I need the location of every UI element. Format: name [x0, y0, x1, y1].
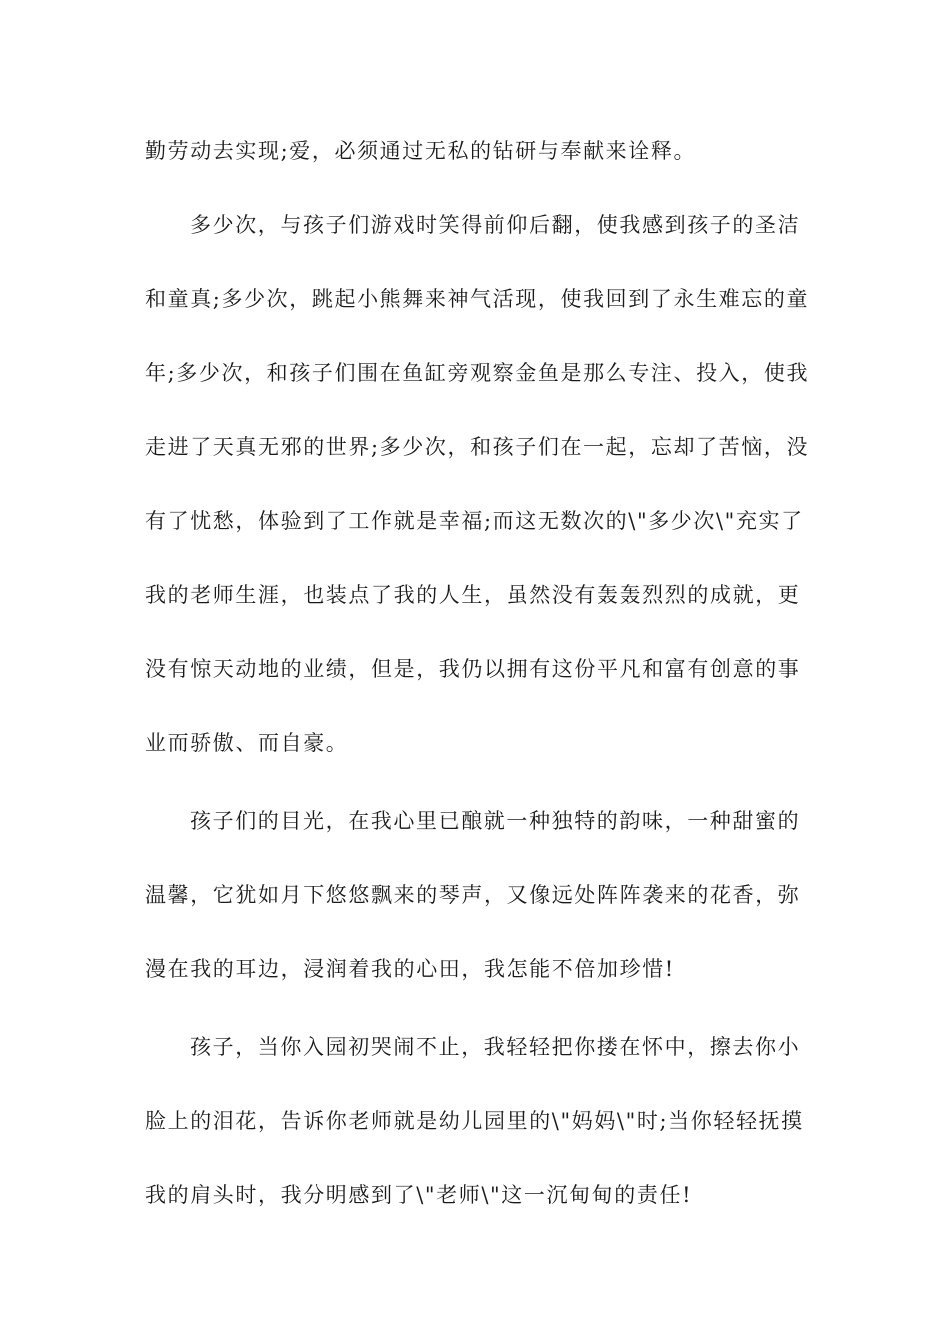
- text-line: 和童真;多少次，跳起小熊舞来神气活现，使我回到了永生难忘的童: [145, 287, 810, 311]
- text-line: 多少次，与孩子们游戏时笑得前仰后翻，使我感到孩子的圣洁: [190, 213, 801, 237]
- text-line: 漫在我的耳边，浸润着我的心田，我怎能不倍加珍惜!: [145, 957, 675, 981]
- text-line: 孩子，当你入园初哭闹不止，我轻轻把你搂在怀中，擦去你小: [190, 1035, 801, 1059]
- text-line: 年;多少次，和孩子们围在鱼缸旁观察金鱼是那么专注、投入，使我: [145, 361, 810, 385]
- text-line: 走进了天真无邪的世界;多少次，和孩子们在一起，忘却了苦恼，没: [145, 435, 810, 459]
- text-line: 脸上的泪花，告诉你老师就是幼儿园里的\"妈妈\"时;当你轻轻抚摸: [145, 1109, 804, 1133]
- text-line: 我的肩头时，我分明感到了\"老师\"这一沉甸甸的责任!: [145, 1183, 693, 1207]
- text-line: 我的老师生涯，也装点了我的人生，虽然没有轰轰烈烈的成就，更: [145, 583, 801, 607]
- text-line: 孩子们的目光，在我心里已酿就一种独特的韵味，一种甜蜜的: [190, 809, 801, 833]
- text-line: 业而骄傲、而自豪。: [145, 731, 349, 755]
- text-line: 有了忧愁，体验到了工作就是幸福;而这无数次的\"多少次\"充实了: [145, 509, 804, 533]
- text-line: 勤劳动去实现;爱，必须通过无私的钻研与奉献来诠释。: [145, 139, 697, 163]
- text-line: 没有惊天动地的业绩，但是，我仍以拥有这份平凡和富有创意的事: [145, 657, 801, 681]
- text-line: 温馨，它犹如月下悠悠飘来的琴声，又像远处阵阵袭来的花香，弥: [145, 883, 801, 907]
